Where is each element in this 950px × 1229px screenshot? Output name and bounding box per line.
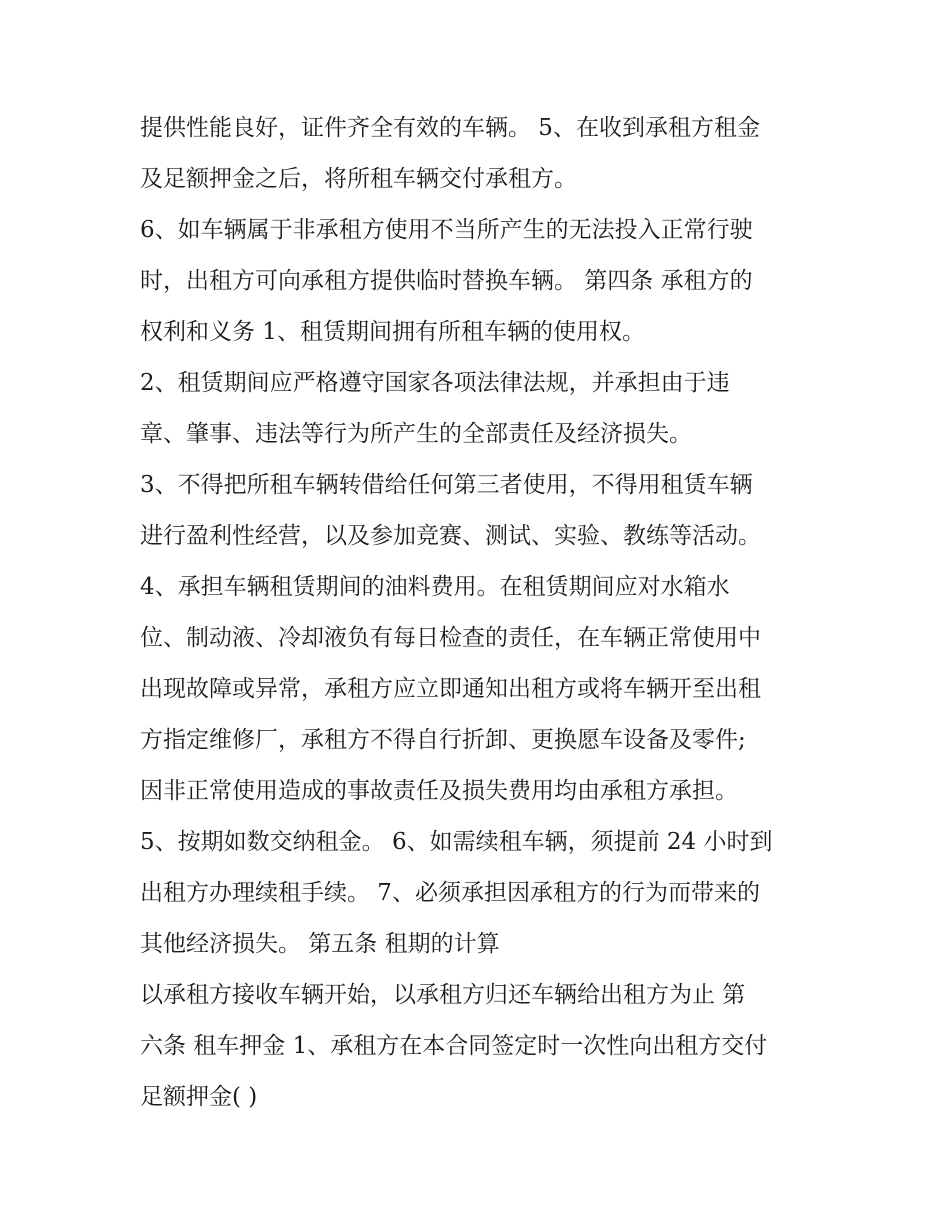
text-line: 其他经济损失。 第五条 租期的计算 bbox=[140, 931, 500, 957]
text-line: 4、承担车辆租赁期间的油料费用。在租赁期间应对水箱水 bbox=[140, 574, 730, 600]
text-line: 6、如车辆属于非承租方使用不当所产生的无法投入正常行驶 bbox=[140, 217, 753, 243]
text-line: 六条 租车押金 1、承租方在本合同签定时一次性向出租方交付 bbox=[140, 1033, 768, 1059]
text-line: 提供性能良好，证件齐全有效的车辆。 5、在收到承租方租金 bbox=[140, 115, 760, 141]
text-line: 时，出租方可向承租方提供临时替换车辆。 第四条 承租方的 bbox=[140, 268, 753, 294]
text-line: 以承租方接收车辆开始，以承租方归还车辆给出租方为止 第 bbox=[140, 982, 746, 1008]
text-line: 5、按期如数交纳租金。 6、如需续租车辆，须提前 24 小时到 bbox=[140, 829, 773, 855]
text-line: 章、肇事、违法等行为所产生的全部责任及经济损失。 bbox=[140, 421, 692, 447]
text-line: 3、不得把所租车辆转借给任何第三者使用，不得用租赁车辆 bbox=[140, 472, 753, 498]
text-line: 方指定维修厂，承租方不得自行折卸、更换愿车设备及零件; bbox=[140, 727, 746, 753]
text-line: 进行盈利性经营，以及参加竞赛、测试、实验、教练等活动。 bbox=[140, 523, 761, 549]
text-line: 因非正常使用造成的事故责任及损失费用均由承租方承担。 bbox=[140, 778, 738, 804]
contract-text-body bbox=[140, 103, 820, 1123]
text-line: 出现故障或异常，承租方应立即通知出租方或将车辆开至出租 bbox=[140, 676, 761, 702]
text-line: 及足额押金之后，将所租车辆交付承租方。 bbox=[140, 166, 577, 192]
text-line: 位、制动液、冷却液负有每日检查的责任，在车辆正常使用中 bbox=[140, 625, 761, 651]
text-line: 权利和义务 1、租赁期间拥有所租车辆的使用权。 bbox=[140, 319, 645, 345]
text-line: 足额押金( ) bbox=[140, 1084, 258, 1110]
text-line: 2、租赁期间应严格遵守国家各项法律法规，并承担由于违 bbox=[140, 370, 730, 396]
text-line: 出租方办理续租手续。 7、必须承担因承租方的行为而带来的 bbox=[140, 880, 760, 906]
